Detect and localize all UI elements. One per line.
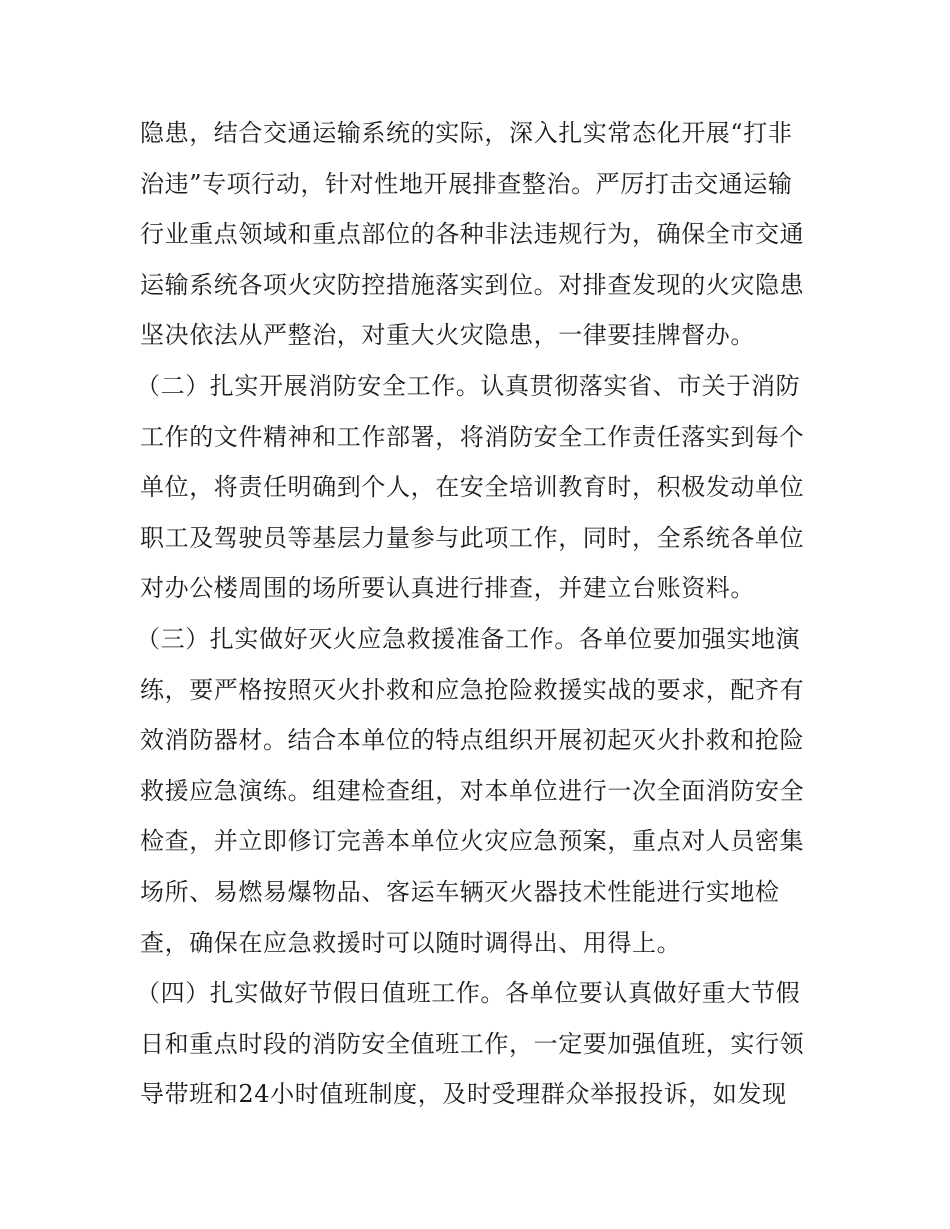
text-line: 单位，将责任明确到个人，在安全培训教育时，积极发动单位	[140, 473, 805, 502]
text-line: 行业重点领域和重点部位的各种非法违规行为，确保全市交通	[140, 220, 805, 249]
text-line: 对办公楼周围的场所要认真进行排查，并建立台账资料。	[140, 574, 755, 603]
text-line: 练，要严格按照灭火扑救和应急抢险救援实战的要求，配齐有	[140, 675, 805, 704]
text-line: 场所、易燃易爆物品、客运车辆灭火器技术性能进行实地检	[140, 877, 780, 906]
text-line: 隐患，结合交通运输系统的实际，深入扎实常态化开展“打非	[140, 119, 793, 147]
text-line: 工作的文件精神和工作部署，将消防安全工作责任落实到每个	[140, 422, 805, 451]
section-heading-line: （二）扎实开展消防安全工作。认真贯彻落实省、市关于消防	[136, 371, 801, 400]
section-heading-line: （三）扎实做好灭火应急救援准备工作。各单位要加强实地演	[136, 624, 801, 653]
text-line: 运输系统各项火灾防控措施落实到位。对排查发现的火灾隐患	[140, 270, 805, 299]
section-heading-line: （四）扎实做好节假日值班工作。各单位要认真做好重大节假	[136, 979, 801, 1008]
text-line: 救援应急演练。组建检查组，对本单位进行一次全面消防安全	[140, 776, 805, 805]
text-line: 检查，并立即修订完善本单位火灾应急预案，重点对人员密集	[140, 827, 805, 856]
text-line: 效消防器材。结合本单位的特点组织开展初起灭火扑救和抢险	[140, 726, 805, 755]
text-line: 导带班和24小时值班制度，及时受理群众举报投诉，如发现	[140, 1080, 787, 1109]
text-line: 坚决依法从严整治，对重大火灾隐患，一律要挂牌督办。	[140, 321, 755, 350]
text-line: 职工及驾驶员等基层力量参与此项工作，同时，全系统各单位	[140, 523, 805, 552]
document-body	[136, 108, 820, 1120]
text-line: 日和重点时段的消防安全值班工作，一定要加强值班，实行领	[140, 1029, 805, 1058]
text-line: 治违”专项行动，针对性地开展排查整治。严厉打击交通运输	[140, 169, 793, 198]
text-line: 查，确保在应急救援时可以随时调得出、用得上。	[140, 928, 682, 957]
